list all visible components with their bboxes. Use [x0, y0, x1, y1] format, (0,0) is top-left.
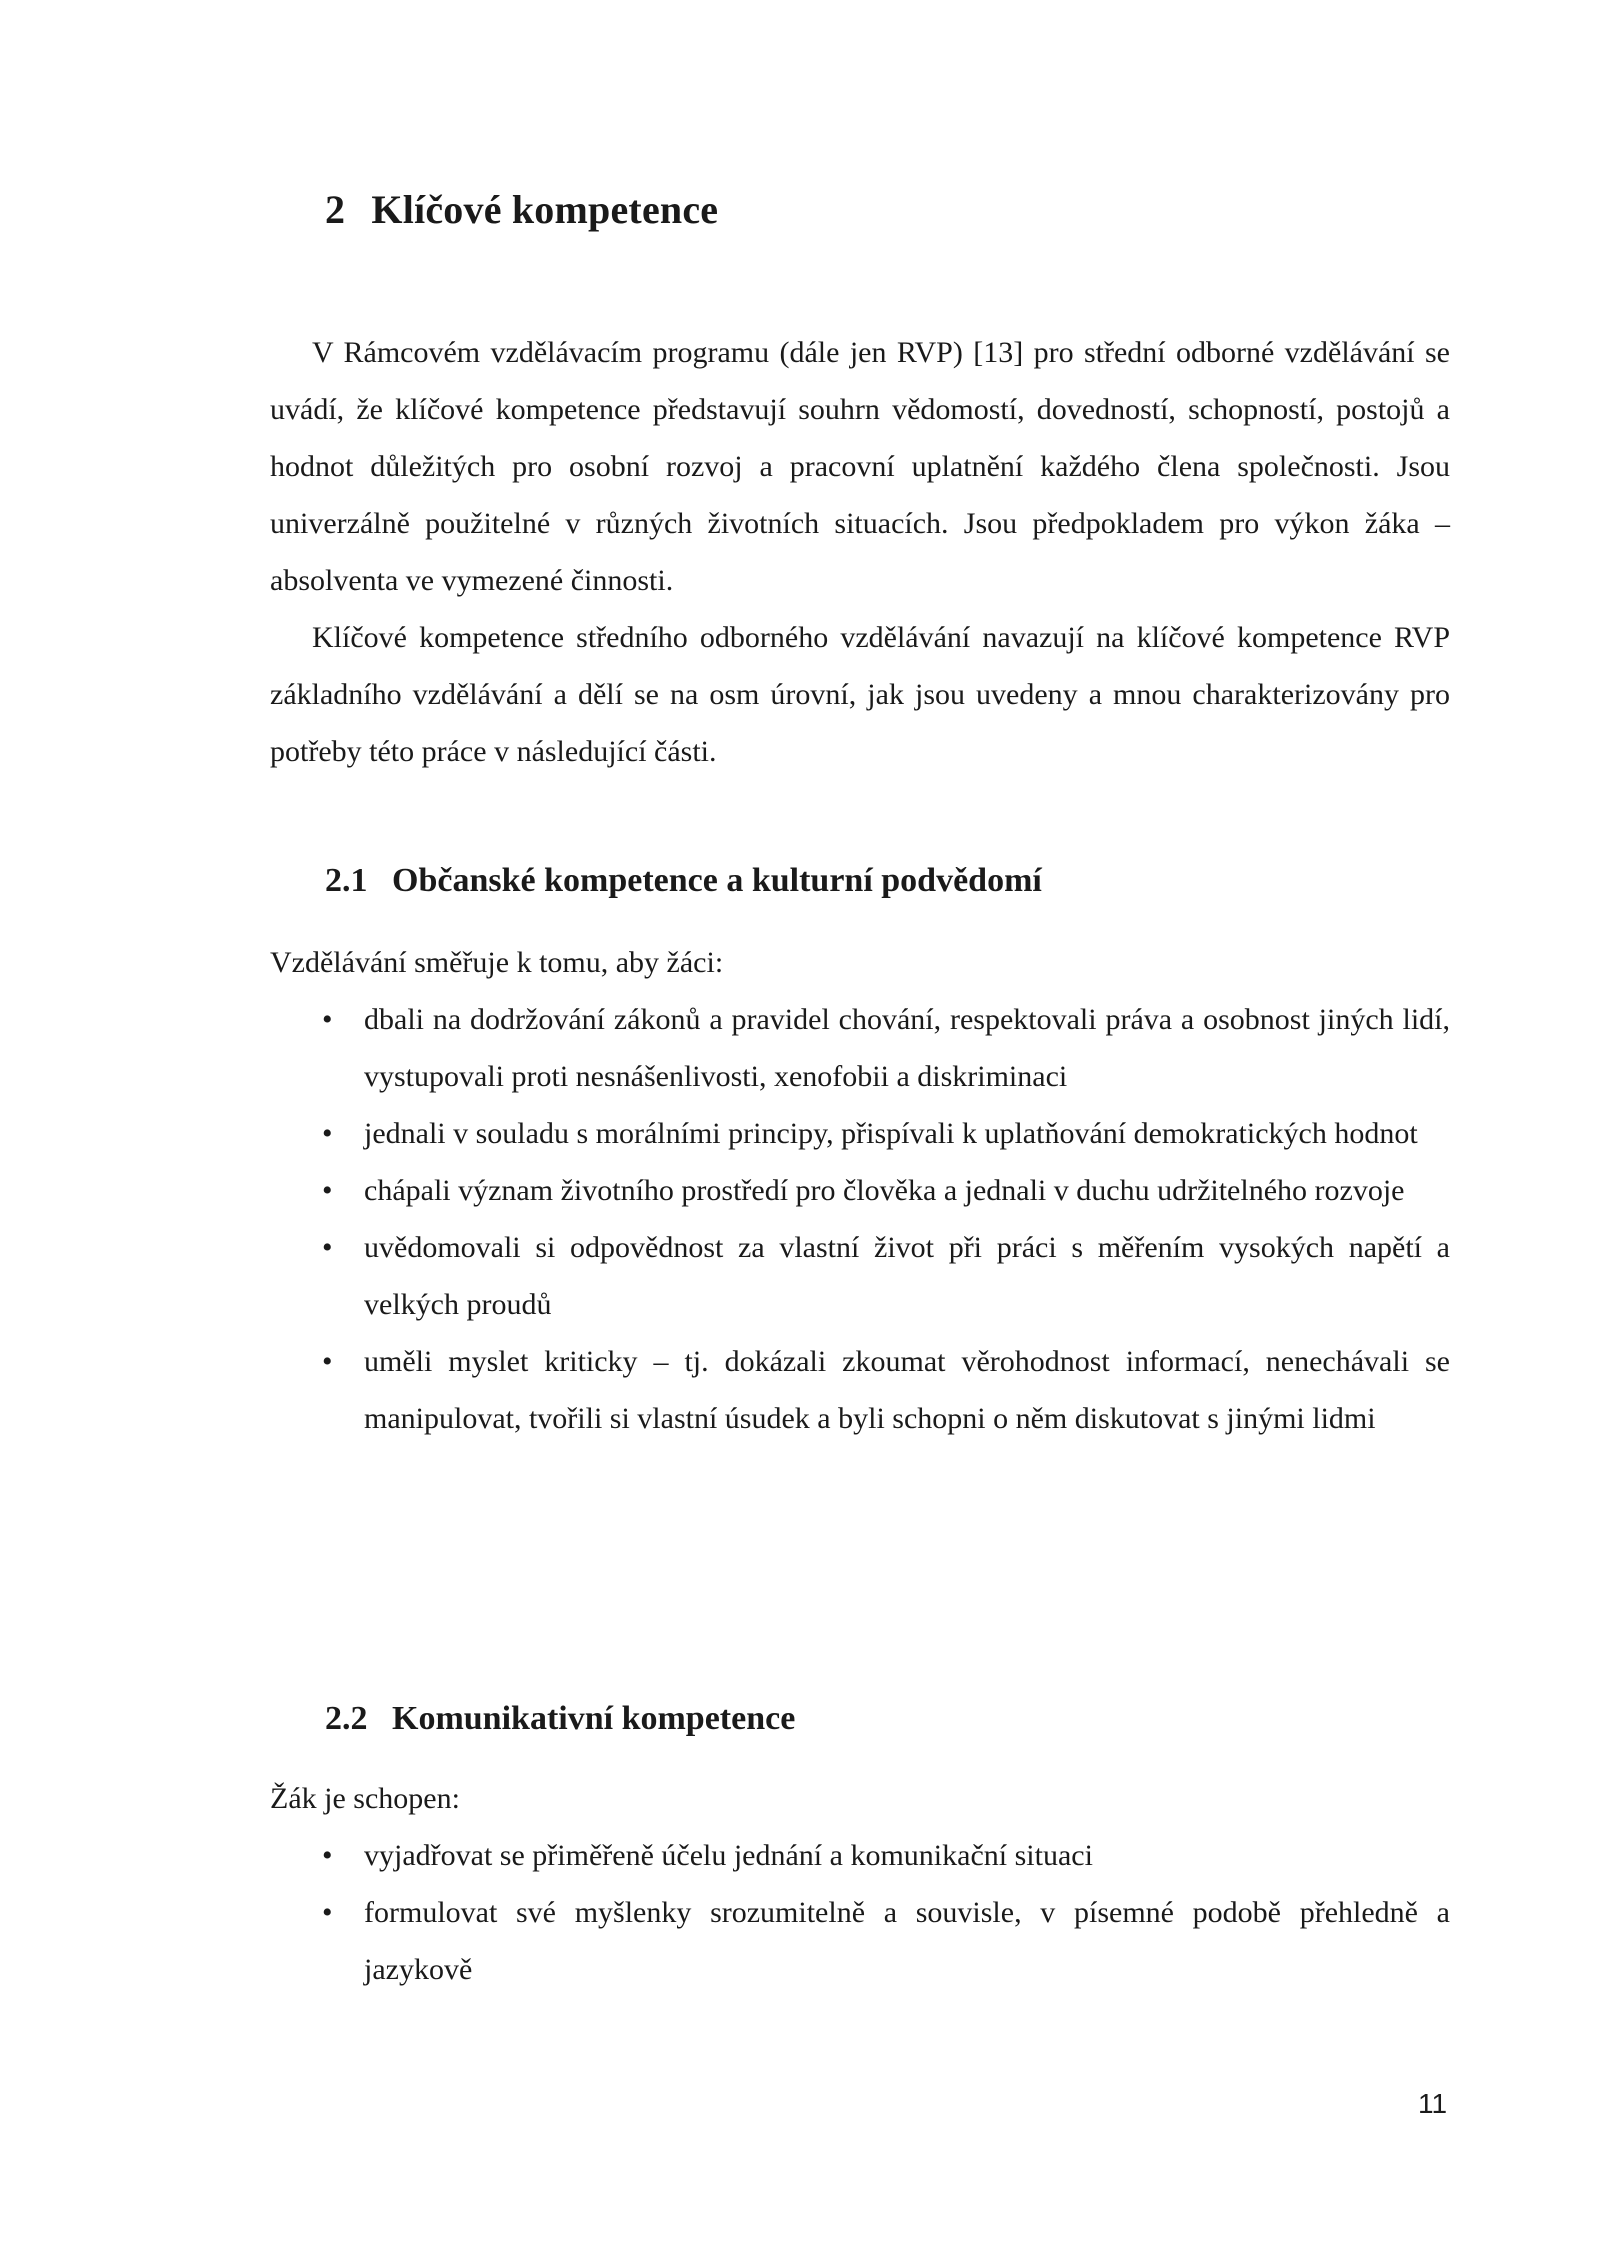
intro-paragraph-1: V Rámcovém vzdělávacím programu (dále jen RVP) [13] pro střední odborné vzdělávání se uvádí, že klíčové kompetence představují souhrn vědomostí, dovedností, schopností, postojů a hodnot důležitých pro osobní rozvoj a pracovní uplatnění každého člena společnosti. Jsou univerzálně použitelné v různých životních situacích. Jsou předpokladem pro výkon žáka – absolventa ve vymezené činnosti. — [270, 336, 1450, 597]
section-number: 2.2 — [325, 1700, 368, 1737]
section-title: Komunikativní kompetence — [392, 1700, 796, 1737]
intro-paragraph-2: Klíčové kompetence středního odborného vzdělávání navazují na klíčové kompetence RVP základního vzdělávání a dělí se na osm úrovní, jak jsou uvedeny a mnou charakterizovány pro potřeby této práce v následující části. — [270, 621, 1450, 768]
list-item — [270, 1827, 1450, 1884]
bullet-icon: • — [322, 1839, 333, 1872]
list-item — [270, 1105, 1450, 1162]
chapter-heading — [325, 186, 718, 233]
section-lead: Vzdělávání směřuje k tomu, aby žáci: — [270, 946, 724, 979]
list-item — [270, 1333, 1450, 1447]
bullet-icon: • — [322, 1003, 333, 1036]
chapter-title: Klíčové kompetence — [371, 187, 719, 232]
bullet-list-2-1 — [270, 991, 1450, 1447]
list-item-text: vyjadřovat se přiměřeně účelu jednání a komunikační situaci — [364, 1839, 1093, 1872]
list-item-text: jednali v souladu s morálními principy, přispívali k uplatňování demokratických hodnot — [364, 1117, 1418, 1150]
list-item-text: chápali význam životního prostředí pro člověka a jednali v duchu udržitelného rozvoje — [364, 1174, 1405, 1207]
bullet-icon: • — [322, 1345, 333, 1378]
list-item-text: uměli myslet kriticky – tj. dokázali zkoumat věrohodnost informací, nenechávali se manipulovat, tvořili si vlastní úsudek a byli schopni o něm diskutovat s jinými lidmi — [364, 1345, 1450, 1435]
list-item — [270, 991, 1450, 1105]
bullet-icon: • — [322, 1896, 333, 1929]
section-lead: Žák je schopen: — [270, 1782, 460, 1815]
list-item — [270, 1884, 1450, 1998]
bullet-icon: • — [322, 1117, 333, 1150]
list-item — [270, 1162, 1450, 1219]
list-item-text: dbali na dodržování zákonů a pravidel chování, respektovali práva a osobnost jiných lidí, vystupovali proti nesnášenlivosti, xenofobii a diskriminaci — [364, 1003, 1450, 1093]
list-item-text: formulovat své myšlenky srozumitelně a souvisle, v písemné podobě přehledně a jazykově — [364, 1896, 1450, 1986]
section-number: 2.1 — [325, 862, 368, 899]
bullet-list-2-2 — [270, 1827, 1450, 1998]
page-number: 11 — [1418, 2088, 1448, 2119]
bullet-icon: • — [322, 1174, 333, 1207]
section-title: Občanské kompetence a kulturní podvědomí — [392, 862, 1042, 899]
section-heading-2-2 — [325, 1700, 795, 1738]
list-item — [270, 1219, 1450, 1333]
bullet-icon: • — [322, 1231, 333, 1264]
list-item-text: uvědomovali si odpovědnost za vlastní život při práci s měřením vysokých napětí a velkých proudů — [364, 1231, 1450, 1321]
chapter-number: 2 — [325, 187, 346, 232]
section-heading-2-1 — [325, 862, 1042, 900]
